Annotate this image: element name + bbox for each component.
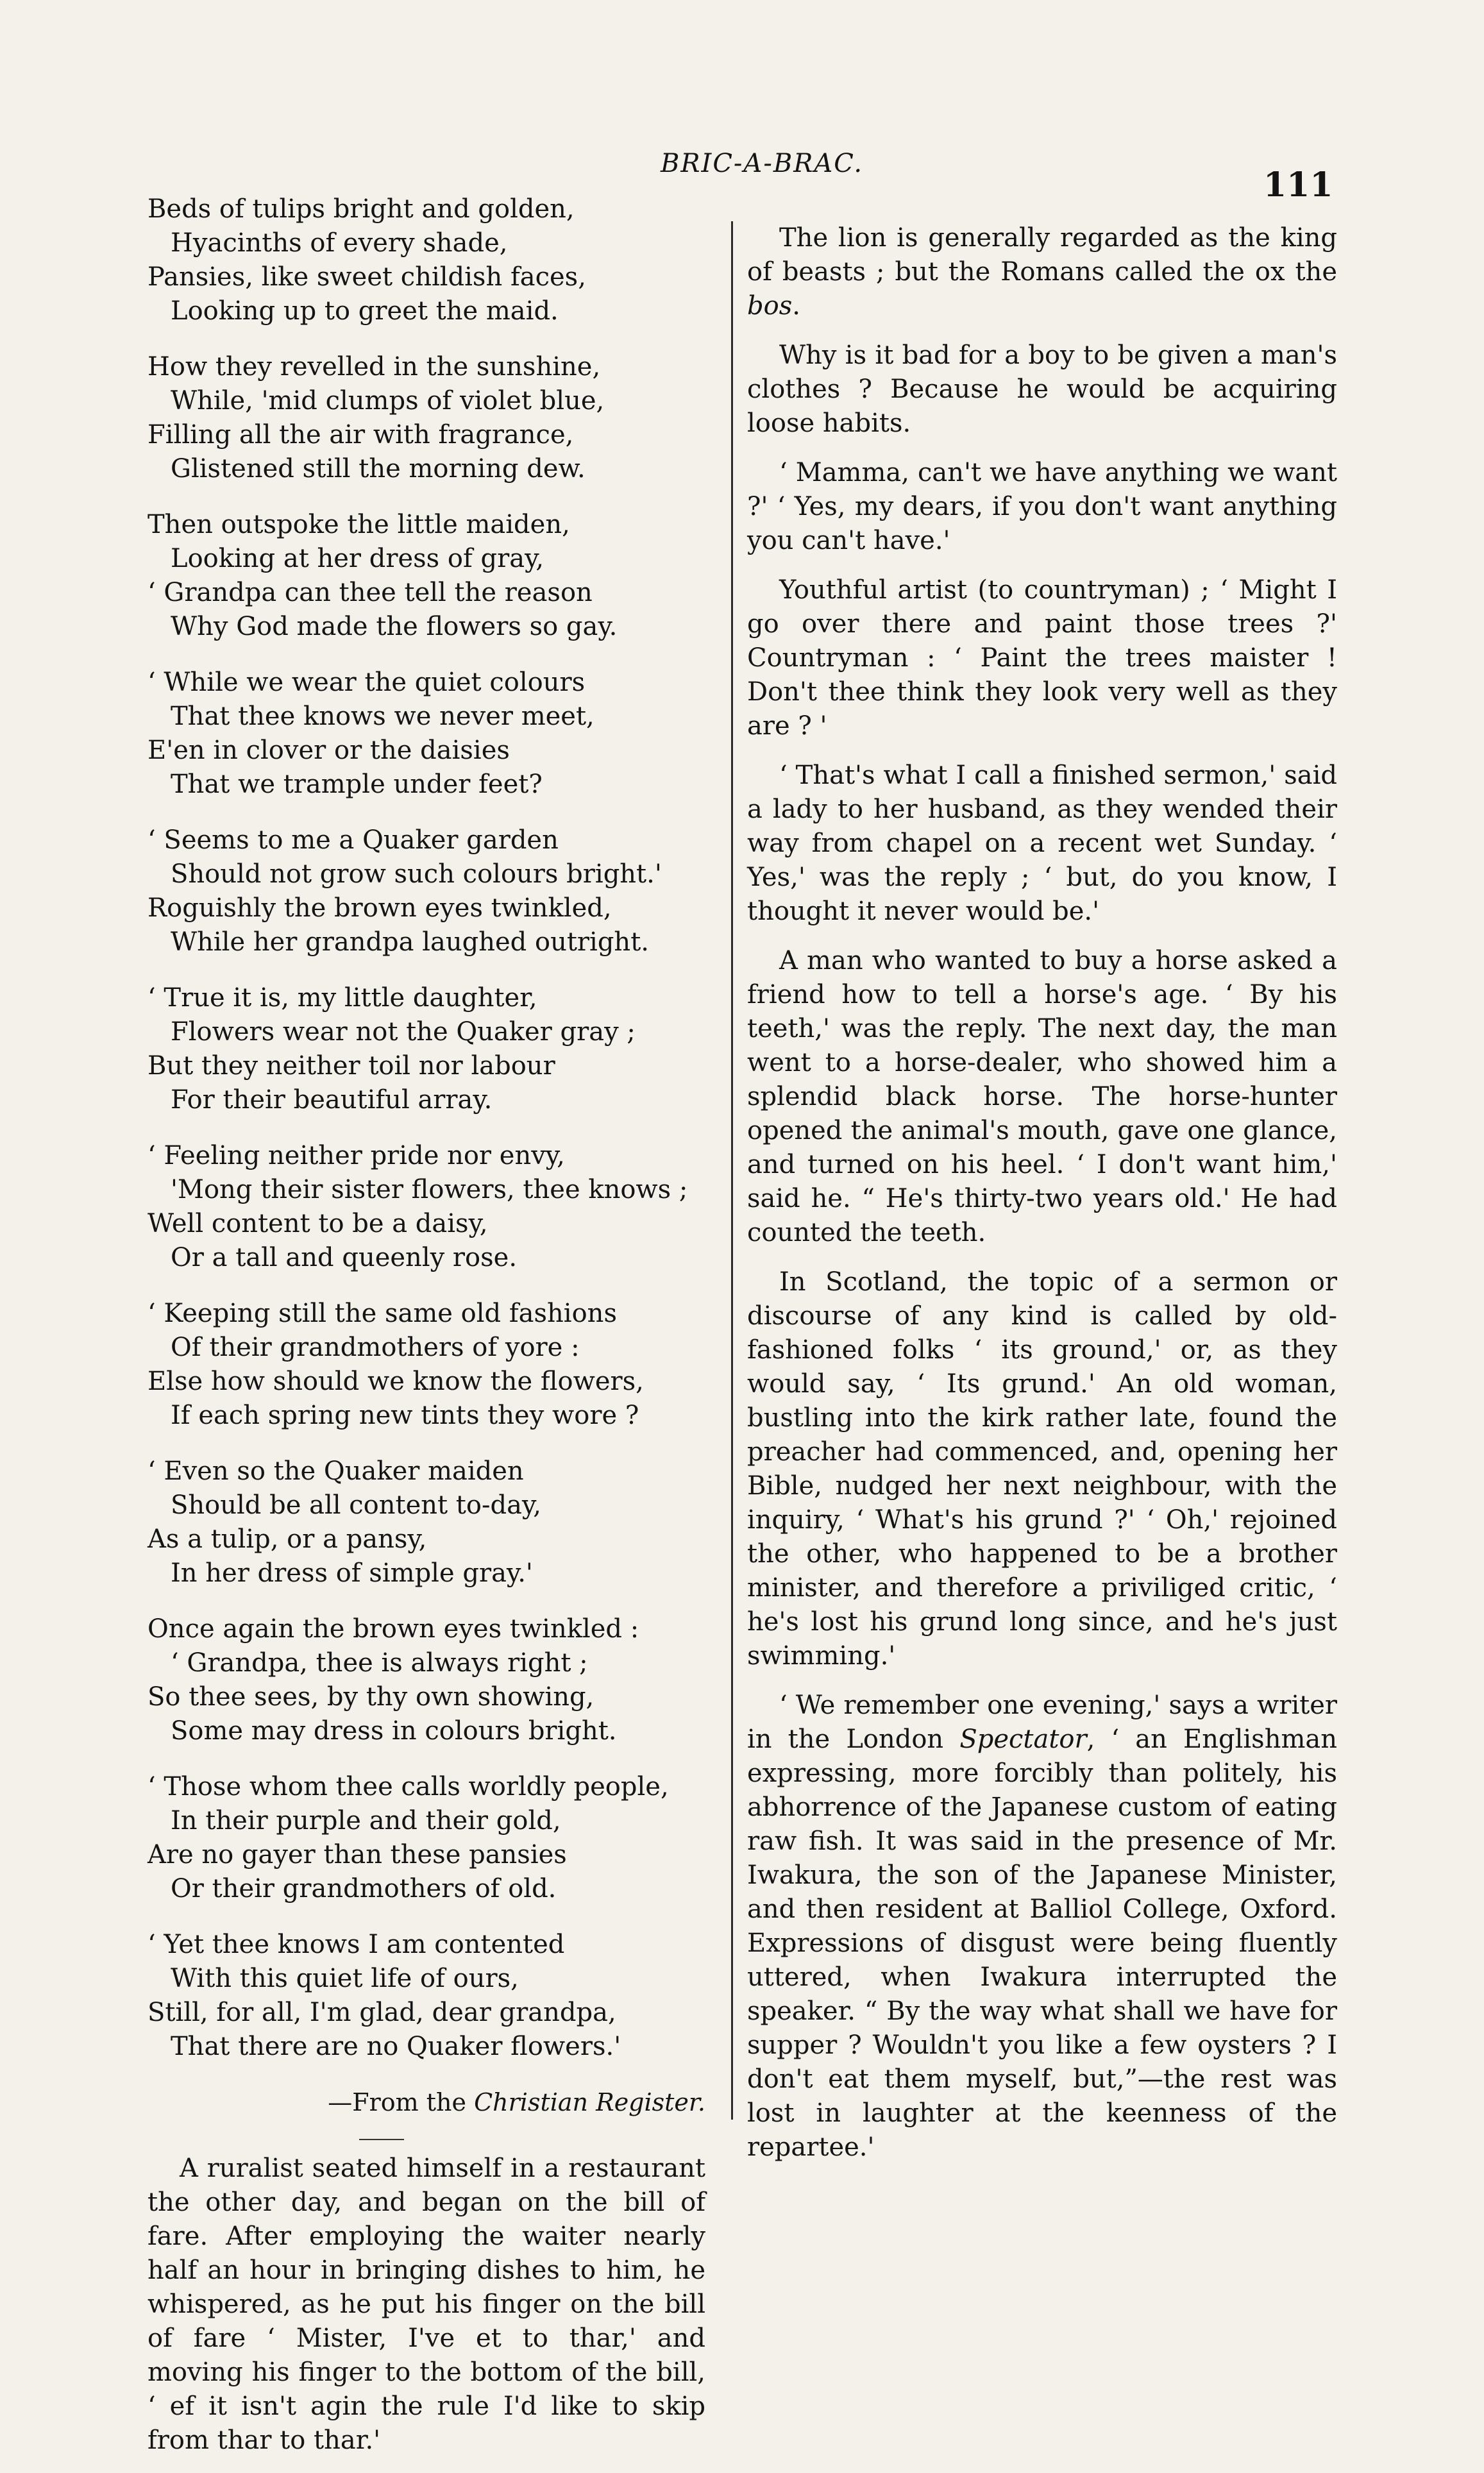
anecdote-horse: A man who wanted to buy a horse asked a friend how to tell a horse's age. ‘ By his teeth,' was the reply. The next day, the man went to a horse-dealer, who showed him a splendid black horse. The horse-hunter opened the animal's mouth, gave one glance, and turned on his heel. ‘ I don't want him,' said he. “ He's thirty-two years old.' He had counted the teeth. — [747, 946, 1337, 1247]
poem-line: With this quiet life of ours, — [171, 1964, 519, 1993]
section-rule — [359, 2139, 404, 2140]
poem-line: So thee sees, by thy own showing, — [148, 1682, 594, 1712]
lion-italic: bos — [747, 291, 793, 321]
anecdote-sermon: ‘ That's what I call a finished sermon,' said a lady to her husband, as they wended their way from chapel on a recent wet Sunday. ‘ Yes,' was the reply ; ‘ but, do you know, I thought it never would be.' — [747, 761, 1337, 926]
attribution-prefix: —From the — [328, 2088, 475, 2116]
poem-line: E'en in clover or the daisies — [148, 736, 510, 765]
poem-line: ‘ While we wear the quiet colours — [148, 668, 586, 697]
attribution-source: Christian Register. — [474, 2088, 705, 2116]
anecdote-spectator — [747, 1689, 1337, 2165]
poem-stanza — [148, 508, 705, 644]
poem-line: Pansies, like sweet childish faces, — [148, 262, 586, 292]
poem-line: But they neither toil nor labour — [148, 1051, 555, 1081]
poem-stanza — [148, 981, 705, 1117]
poem-line: Filling all the air with fragrance, — [148, 420, 574, 450]
poem-line: How they revelled in the sunshine, — [148, 352, 601, 382]
poem-stanza — [148, 1928, 705, 2064]
poem-line: Looking at her dress of gray, — [171, 544, 544, 573]
poem-line: Some may dress in colours bright. — [171, 1716, 617, 1746]
poem-stanza — [148, 1770, 705, 1906]
column-divider — [731, 221, 733, 2120]
anecdote-mamma: ‘ Mamma, can't we have anything we want ?' ‘ Yes, my dears, if you don't want anything you can't have.' — [747, 458, 1337, 555]
poem-stanza — [148, 1612, 705, 1748]
poem-line: Looking up to greet the maid. — [171, 296, 559, 326]
poem-line: ‘ Keeping still the same old fashions — [148, 1299, 617, 1328]
poem-line: Of their grandmothers of yore : — [171, 1333, 580, 1362]
poem-line: While her grandpa laughed outright. — [171, 927, 649, 957]
anecdote-scotland: In Scotland, the topic of a sermon or discourse of any kind is called by old-fashioned folks ‘ its ground,' or, as they would say, ‘ Its grund.' An old woman, bustling into the kirk rather late, found the preacher had commenced, and, opening her Bible, nudged her next neighbour, with the inquiry, ‘ What's his grund ?' ‘ Oh,' rejoined the other, who happened to be a brother minister, and therefore a priviliged critic, ‘ he's lost his grund long since, and he's just swimming.' — [747, 1267, 1337, 1671]
poem-line: Flowers wear not the Quaker gray ; — [171, 1017, 636, 1047]
poem-line: Why God made the flowers so gay. — [171, 612, 618, 641]
poem-line: ‘ Grandpa, thee is always right ; — [171, 1648, 588, 1678]
poem-line: Or a tall and queenly rose. — [171, 1243, 518, 1272]
poem-line: ‘ True it is, my little daughter, — [148, 983, 537, 1013]
poem-line: ‘ Feeling neither pride nor envy, — [148, 1141, 565, 1170]
poem — [148, 192, 705, 2064]
poem-line: Should not grow such colours bright.' — [171, 859, 662, 889]
spectator-italic: Spectator — [959, 1725, 1087, 1754]
poem-line: Hyacinths of every shade, — [171, 228, 508, 258]
poem-stanza — [148, 666, 705, 802]
poem-attribution — [148, 2086, 705, 2120]
poem-line: ‘ Even so the Quaker maiden — [148, 1456, 524, 1486]
poem-line: Then outspoke the little maiden, — [148, 510, 570, 539]
poem-line: Glistened still the morning dew. — [171, 454, 586, 484]
left-column — [148, 192, 705, 2473]
poem-line: Still, for all, I'm glad, dear grandpa, — [148, 1998, 616, 2027]
poem-line: That we trample under feet? — [171, 770, 543, 799]
poem-line: While, 'mid clumps of violet blue, — [171, 386, 605, 416]
lion-end: . — [792, 291, 800, 321]
poem-line: 'Mong their sister flowers, thee knows ; — [171, 1175, 688, 1204]
poem-line: In her dress of simple gray.' — [171, 1558, 533, 1588]
poem-line: That thee knows we never meet, — [171, 702, 594, 731]
poem-line: Well content to be a daisy, — [148, 1209, 488, 1238]
page-number: 111 — [1263, 165, 1333, 205]
lion-text: The lion is generally regarded as the king of beasts ; but the Romans called the ox the — [747, 223, 1337, 287]
poem-line: In their purple and their gold, — [171, 1806, 561, 1836]
spectator-text: ‘ We remember one evening,' says a writer in the London — [747, 1691, 1337, 1754]
poem-line: ‘ Seems to me a Quaker garden — [148, 825, 559, 855]
poem-stanza — [148, 823, 705, 959]
anecdote-lion — [747, 221, 1337, 323]
poem-stanza — [148, 1139, 705, 1275]
poem-line: If each spring new tints they wore ? — [171, 1401, 639, 1430]
poem-line: ‘ Yet thee knows I am contented — [148, 1930, 565, 1959]
poem-stanza — [148, 1455, 705, 1591]
running-title: BRIC-A-BRAC. — [661, 149, 864, 178]
poem-line: For their beautiful array. — [171, 1085, 493, 1115]
poem-line: Beds of tulips bright and golden, — [148, 194, 575, 224]
poem-line: Roguishly the brown eyes twinkled, — [148, 893, 612, 923]
poem-stanza — [148, 1297, 705, 1433]
poem-line: As a tulip, or a pansy, — [148, 1524, 427, 1554]
poem-line: ‘ Grandpa can thee tell the reason — [148, 578, 593, 607]
poem-line: Should be all content to-day, — [171, 1490, 541, 1520]
anecdote-clothes: Why is it bad for a boy to be given a man's clothes ? Because he would be acquiring loose habits. — [747, 341, 1337, 438]
poem-line: Are no gayer than these pansies — [148, 1840, 567, 1870]
right-column — [747, 221, 1337, 2180]
anecdote-artist: Youthful artist (to countryman) ; ‘ Might I go over there and paint those trees ?' Countryman : ‘ Paint the trees maister ! Don't thee think they look very well as they are ? ' — [747, 575, 1337, 741]
poem-line: Once again the brown eyes twinkled : — [148, 1614, 639, 1644]
anecdote-restaurant: A ruralist seated himself in a restaurant the other day, and began on the bill of fare. After employing the waiter nearly half an hour in bringing dishes to him, he whispered, as he put his finger on the bill of fare ‘ Mister, I've et to thar,' and moving his finger to the bottom of the bill, ‘ ef it isn't agin the rule I'd like to skip from thar to thar.' — [148, 2154, 705, 2455]
poem-line: ‘ Those whom thee calls worldly people, — [148, 1772, 669, 1802]
spectator-rest: , ‘ an Englishman expressing, more forcibly than politely, his abhorrence of the Japanese custom of eating raw fish. It was said in the presence of Mr. Iwakura, the son of the Japanese Minister, and then resident at Balliol College, Oxford. Expressions of disgust were being fluently uttered, when Iwakura interrupted the speaker. “ By the way what shall we have for supper ? Wouldn't you like a few oysters ? I don't eat them myself, but,”—the rest was lost in laughter at the keenness of the repartee.' — [747, 1725, 1337, 2162]
poem-line: Or their grandmothers of old. — [171, 1874, 557, 1903]
poem-line: That there are no Quaker flowers.' — [171, 2032, 621, 2061]
poem-stanza — [148, 350, 705, 486]
poem-line: Else how should we know the flowers, — [148, 1367, 644, 1396]
poem-stanza — [148, 192, 705, 328]
